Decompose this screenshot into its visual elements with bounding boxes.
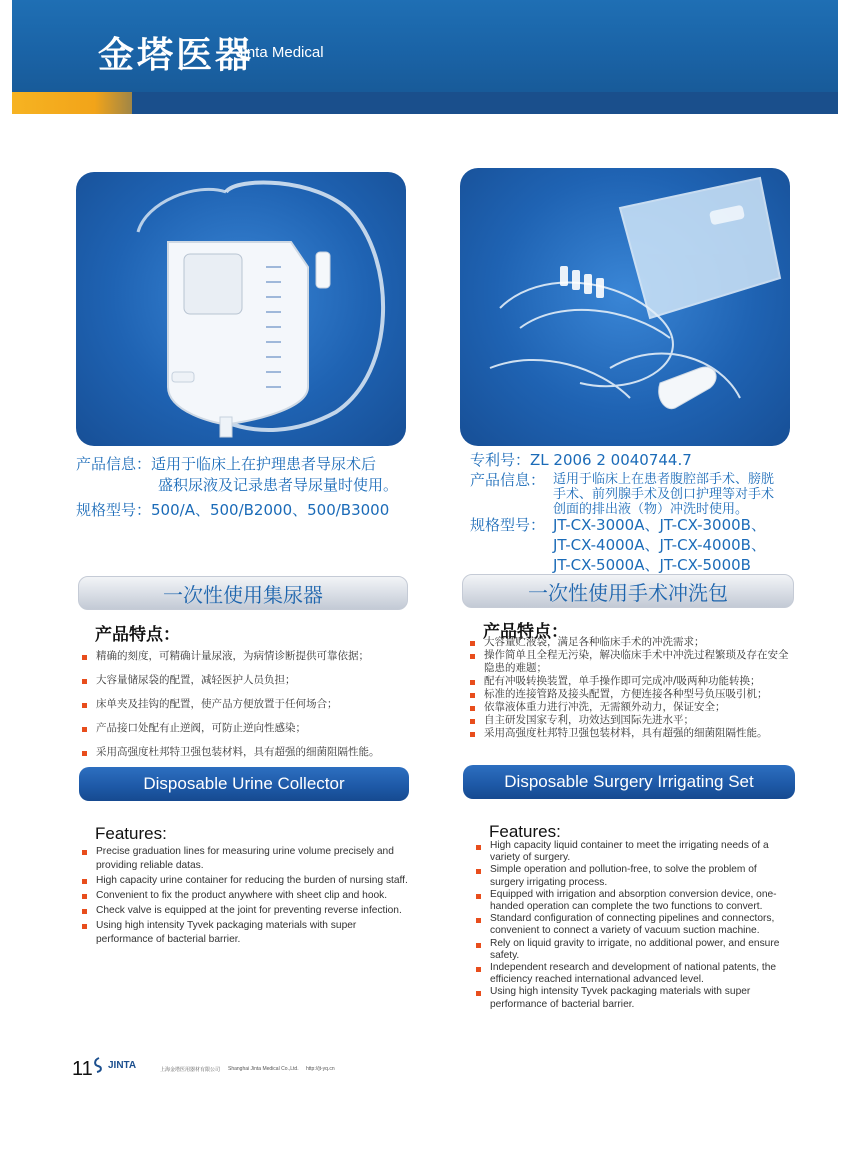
title-text: Disposable Urine Collector [143, 774, 345, 793]
left-product-info [76, 454, 436, 521]
list-item: High capacity urine container for reducing the burden of nursing staff. [80, 874, 410, 888]
list-item: 床单夹及挂钩的配置，使产品方便放置于任何场合； [80, 698, 410, 711]
list-item: Using high intensity Tyvek packaging materials with super performance of bacterial barrier. [474, 986, 784, 1010]
irrigating-set-illustration [460, 168, 790, 446]
list-item: 精确的刻度，可精确计量尿液，为病情诊断提供可靠依据； [80, 650, 410, 663]
right-info-text [553, 472, 793, 517]
info-label: 产品信息： [76, 455, 152, 473]
list-item: Equipped with irrigation and absorption conversion device, one-handed operation can complete the two functions to convert. [474, 889, 784, 913]
list-item: 配有冲吸转换装置，单手操作即可完成冲/吸两种功能转换； [468, 675, 798, 688]
list-item: 自主研发国家专利，功效达到国际先进水平； [468, 714, 798, 727]
irrigating-set-photo [460, 168, 790, 446]
irrigating-set-title-cn [462, 574, 794, 608]
info-line [76, 500, 436, 521]
info-text: 500/A、500/B2000、500/B3000 [151, 501, 390, 519]
info-text: 适用于临床上在护理患者导尿术后 [151, 455, 377, 473]
left-features-cn-title: 产品特点： [95, 625, 180, 645]
title-text: 一次性使用手术冲洗包 [528, 580, 728, 605]
list-item: High capacity liquid container to meet the irrigating needs of a variety of surgery. [474, 840, 784, 864]
footer-company-cn: 上海金塔医用器材有限公司 [160, 1067, 221, 1073]
list-item: Using high intensity Tyvek packaging materials with super performance of bacterial barrier. [80, 919, 410, 947]
info-line: 手术、前列腺手术及创口护理等对手术 [553, 487, 775, 502]
footer-website: http://jt-yq.cn [306, 1066, 335, 1072]
list-item: 采用高强度杜邦特卫强包装材料，具有超强的细菌阻隔性能。 [468, 727, 798, 740]
brand-name-en: Jinta Medical [236, 44, 324, 61]
right-features-cn-list [468, 636, 798, 740]
list-item: 操作简单且全程无污染，解决临床手术中冲洗过程繁琐及存在安全隐患的难题； [468, 649, 798, 675]
right-model-label: 规格型号： [470, 516, 546, 534]
irrigating-set-title-en [463, 765, 795, 799]
left-features-cn-list [80, 650, 410, 770]
right-info-label: 产品信息： [470, 471, 546, 489]
page-number: 11 [72, 1058, 93, 1080]
right-features-en-list [474, 840, 784, 1011]
list-item: Convenient to fix the product anywhere with sheet clip and hook. [80, 889, 410, 903]
info-line [76, 475, 436, 496]
list-item: 采用高强度杜邦特卫强包装材料，具有超强的细菌阻隔性能。 [80, 746, 410, 759]
model-line: JT-CX-5000A、JT-CX-5000B [553, 556, 751, 574]
urine-collector-title-cn [78, 576, 408, 610]
info-line: 适用于临床上在患者腹腔部手术、膀胱 [553, 472, 775, 487]
urine-collector-title-en [79, 767, 409, 801]
list-item: 大容量贮液袋，满足各种临床手术的冲洗需求； [468, 636, 798, 649]
list-item: 依靠液体重力进行冲洗，无需额外动力，保证安全； [468, 701, 798, 714]
list-item: Rely on liquid gravity to irrigate, no additional power, and ensure safety. [474, 938, 784, 962]
list-item: Precise graduation lines for measuring urine volume precisely and providing reliable datas. [80, 845, 410, 873]
model-line: JT-CX-3000A、JT-CX-3000B、 [553, 516, 766, 534]
info-line: 创面的排出液（物）冲洗时使用。 [553, 502, 749, 517]
right-model-list [553, 515, 793, 575]
list-item: Independent research and development of national patents, the efficiency reached international advanced level. [474, 962, 784, 986]
list-item: Check valve is equipped at the joint for preventing reverse infection. [80, 904, 410, 918]
footer-company-en: Shanghai Jinta Medical Co.,Ltd. [228, 1066, 299, 1072]
model-line: JT-CX-4000A、JT-CX-4000B、 [553, 536, 766, 554]
header-accent-stripe [12, 92, 838, 114]
list-item: 标准的连接管路及接头配置，方便连接各种型号负压吸引机； [468, 688, 798, 701]
title-text: Disposable Surgery Irrigating Set [504, 772, 754, 791]
info-text: 盛积尿液及记录患者导尿量时使用。 [158, 476, 399, 494]
list-item: Simple operation and pollution-free, to solve the problem of surgery irrigating process. [474, 864, 784, 888]
right-patent: 专利号：ZL 2006 2 0040744.7 [470, 451, 692, 469]
jinta-logo-icon [92, 1057, 106, 1073]
title-text: 一次性使用集尿器 [163, 582, 323, 607]
right-features-en-title: Features: [489, 822, 561, 841]
list-item: 大容量储尿袋的配置，减轻医护人员负担； [80, 674, 410, 687]
right-features-cn-title: 产品特点： [483, 622, 568, 642]
list-item: 产品接口处配有止逆阀，可防止逆向性感染； [80, 722, 410, 735]
footer-logo-text: JINTA [108, 1060, 137, 1071]
urine-collector-illustration [76, 172, 406, 446]
urine-collector-photo [76, 172, 406, 446]
brand-name-cn: 金塔医器 [98, 35, 255, 76]
info-label: 规格型号： [76, 501, 152, 519]
info-line [76, 454, 436, 475]
list-item: Standard configuration of connecting pipelines and connectors, convenient to connect a variety of vacuum suction machine. [474, 913, 784, 937]
left-features-en-title: Features: [95, 824, 167, 843]
left-features-en-list [80, 845, 410, 948]
